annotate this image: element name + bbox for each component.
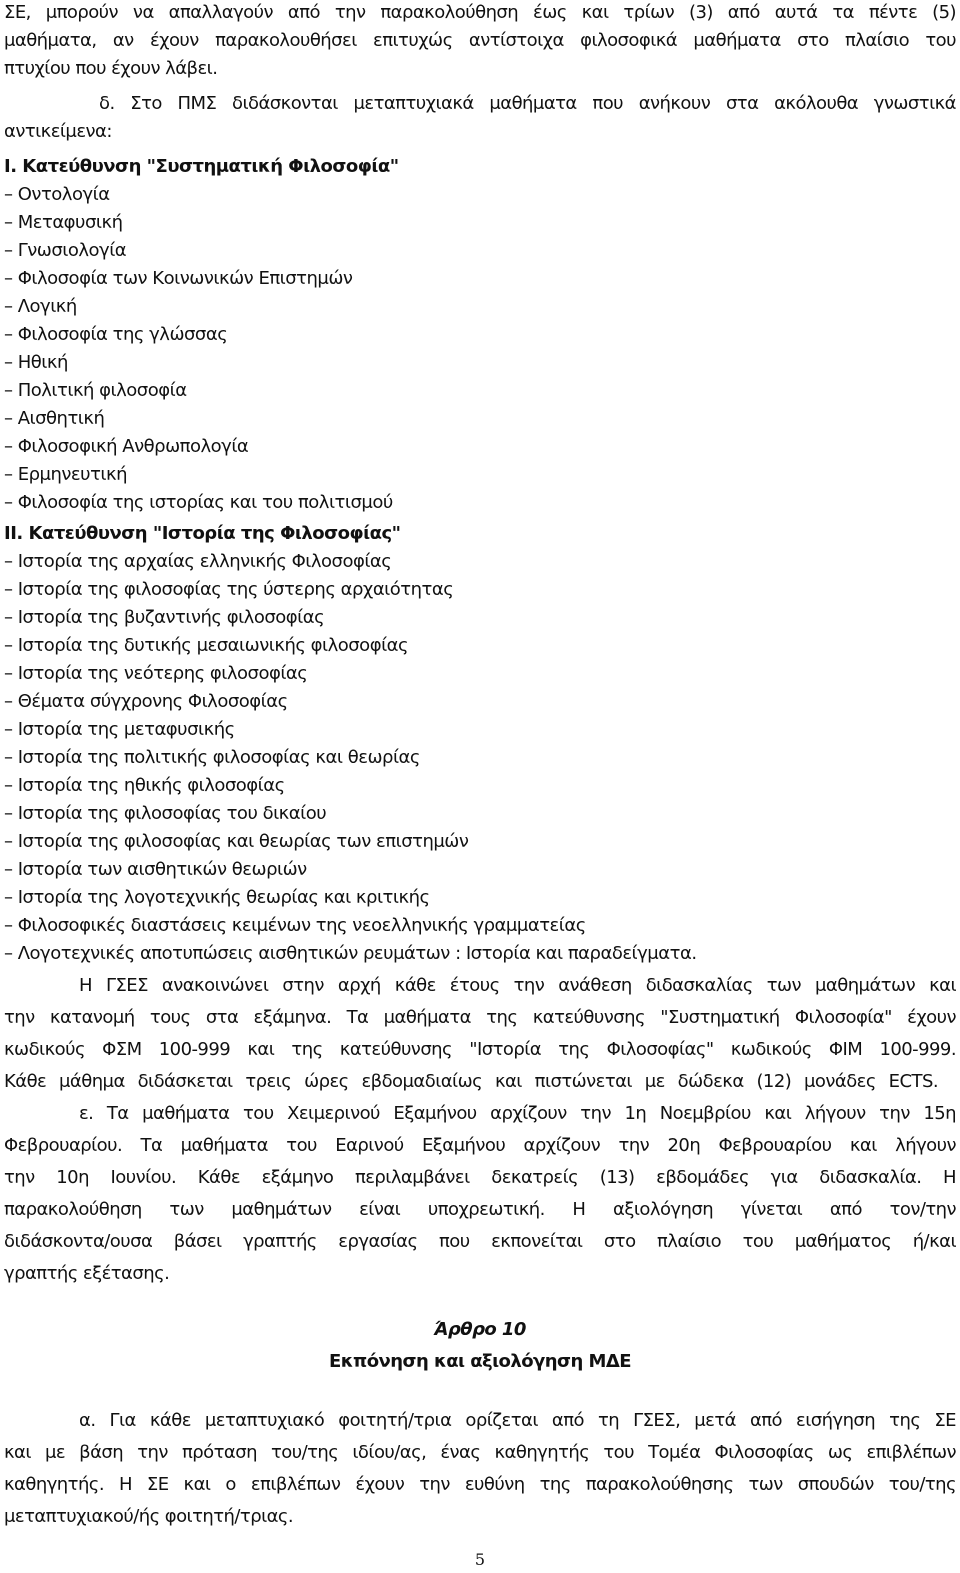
para-a-line: α. Για κάθε μεταπτυχιακό φοιτητή/τρια ορίζεται από τη ΓΣΕΣ, μετά από εισήγηση της ΣΕ [79,1410,956,1431]
para-e-line: την 10η Ιουνίου. Κάθε εξάμηνο περιλαμβάνει δεκατρείς (13) εβδομάδες για διδασκαλία. Η [4,1167,956,1188]
list-item: – Ιστορία των αισθητικών θεωριών [4,859,307,880]
list-item: – Αισθητική [4,408,105,429]
list-item: – Ιστορία της μεταφυσικής [4,719,235,740]
list-item: – Γνωσιολογία [4,240,127,261]
list-item: – Λογική [4,296,77,317]
para-a-line: και με βάση την πρόταση του/της ιδίου/ας, ένας καθηγητής του Τομέα Φιλοσοφίας ως επιβλέπων [4,1442,956,1463]
gses-para-line: Κάθε μάθημα διδάσκεται τρεις ώρες εβδομαδιαίως και πιστώνεται με δώδεκα (12) μονάδες ECTS. [4,1071,938,1092]
list-item: – Ιστορία της ηθικής φιλοσοφίας [4,775,285,796]
gses-para-line: κωδικούς ΦΣΜ 100-999 και της κατεύθυνσης "Ιστορία της Φιλοσοφίας" κωδικούς ΦΙΜ 100-999. [4,1039,956,1060]
list-item: – Ιστορία της φιλοσοφίας της ύστερης αρχαιότητας [4,579,454,600]
list-item: – Ιστορία της δυτικής μεσαιωνικής φιλοσοφίας [4,635,409,656]
para-e-line: διδάσκοντα/ουσα βάσει γραπτής εργασίας που εκπονείται στο πλαίσιο του μαθήματος ή/και [4,1231,956,1252]
intro-line: ΣΕ, μπορούν να απαλλαγούν από την παρακολούθηση έως και τρίων (3) από αυτά τα πέντε (5) [4,2,956,23]
list-item: – Φιλοσοφία της γλώσσας [4,324,228,345]
article-number: Άρθρο 10 [434,1319,526,1340]
list-item: – Ιστορία της πολιτικής φιλοσοφίας και θεωρίας [4,747,420,768]
list-item: – Ερμηνευτική [4,464,128,485]
gses-para-line: την κατανομή τους στα εξάμηνα. Τα μαθήματα της κατεύθυνσης "Συστηματική Φιλοσοφία" έχουν [4,1007,956,1028]
para-a-line: μεταπτυχιακού/ής φοιτητή/τριας. [4,1506,294,1527]
list-item: – Οντολογία [4,184,110,205]
gses-para-line: Η ΓΣΕΣ ανακοινώνει στην αρχή κάθε έτους την ανάθεση διδασκαλίας των μαθημάτων και [79,975,956,996]
intro-line: πτυχίου που έχουν λάβει. [4,58,218,79]
list-item: – Φιλοσοφική Ανθρωπολογία [4,436,249,457]
list-item: – Ιστορία της βυζαντινής φιλοσοφίας [4,607,325,628]
list-item: – Φιλοσοφικές διαστάσεις κειμένων της νεοελληνικής γραμματείας [4,915,586,936]
direction1-heading: Ι. Κατεύθυνση "Συστηματική Φιλοσοφία" [4,156,399,177]
list-item: – Φιλοσοφία των Κοινωνικών Επιστημών [4,268,353,289]
page-number: 5 [474,1550,486,1569]
para-e-line: γραπτής εξέτασης. [4,1263,170,1284]
list-item: – Ιστορία της λογοτεχνικής θεωρίας και κριτικής [4,887,430,908]
intro-line: μαθήματα, αν έχουν παρακολουθήσει επιτυχώς αντίστοιχα φιλοσοφικά μαθήματα στο πλαίσιο του [4,30,956,51]
list-item: – Ιστορία της αρχαίας ελληνικής Φιλοσοφίας [4,551,392,572]
para-d-line: δ. Στο ΠΜΣ διδάσκονται μεταπτυχιακά μαθήματα που ανήκουν στα ακόλουθα γνωστικά [99,93,956,114]
list-item: – Ιστορία της φιλοσοφίας και θεωρίας των επιστημών [4,831,469,852]
para-e-line: Φεβρουαρίου. Τα μαθήματα του Εαρινού Εξαμήνου αρχίζουν την 20η Φεβρουαρίου και λήγουν [4,1135,956,1156]
direction2-heading: ΙΙ. Κατεύθυνση "Ιστορία της Φιλοσοφίας" [4,523,401,544]
para-e-line: ε. Τα μαθήματα του Χειμερινού Εξαμήνου αρχίζουν την 1η Νοεμβρίου και λήγουν την 15η [79,1103,956,1124]
para-a-line: καθηγητής. Η ΣΕ και ο επιβλέπων έχουν την ευθύνη της παρακολούθησης των σπουδών του/της [4,1474,956,1495]
list-item: – Μεταφυσική [4,212,123,233]
list-item: – Θέματα σύγχρονης Φιλοσοφίας [4,691,288,712]
para-e-line: παρακολούθηση των μαθημάτων είναι υποχρεωτική. Η αξιολόγηση γίνεται από τον/την [4,1199,956,1220]
list-item: – Ηθική [4,352,68,373]
list-item: – Ιστορία της φιλοσοφίας του δικαίου [4,803,327,824]
list-item: – Πολιτική φιλοσοφία [4,380,187,401]
list-item: – Λογοτεχνικές αποτυπώσεις αισθητικών ρευμάτων : Ιστορία και παραδείγματα. [4,943,697,964]
article-title: Εκπόνηση και αξιολόγηση ΜΔΕ [329,1351,631,1372]
list-item: – Ιστορία της νεότερης φιλοσοφίας [4,663,308,684]
list-item: – Φιλοσοφία της ιστορίας και του πολιτισμού [4,492,393,513]
para-d-line: αντικείμενα: [4,121,112,142]
